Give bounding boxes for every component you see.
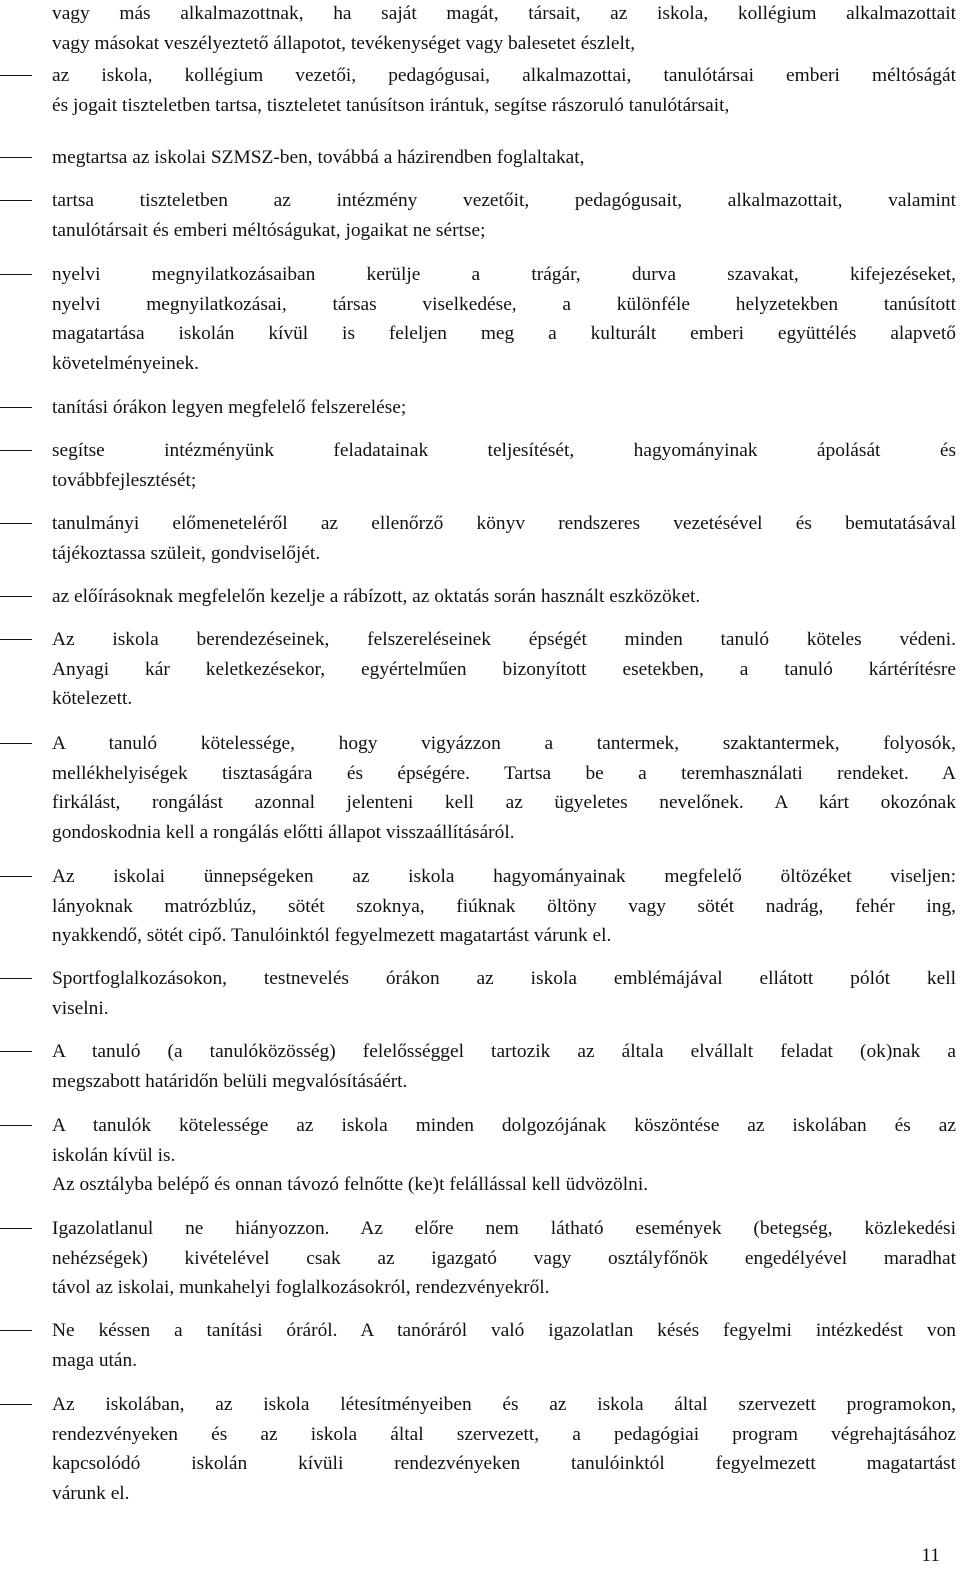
dash-bullet [0, 743, 32, 744]
dash-bullet [0, 200, 32, 201]
dash-bullet [0, 639, 32, 640]
dash-bullet [0, 1404, 32, 1405]
text-line: és jogait tiszteletben tartsa, tiszteletet tanúsítson irántuk, segítse rászoruló tanulótársait, [52, 94, 730, 116]
dash-bullet [0, 157, 32, 158]
text-line: nehézségek) kivételével csak az igazgató vagy osztályfőnök engedélyével maradhat [52, 1247, 956, 1269]
list-item [52, 964, 956, 1023]
text-line: követelményeinek. [52, 352, 199, 374]
list-item [52, 1390, 956, 1508]
text-line: tájékoztassa szüleit, gondviselőjét. [52, 542, 321, 564]
page-number: 11 [921, 1545, 940, 1566]
dash-bullet [0, 1051, 32, 1052]
dash-bullet [0, 876, 32, 877]
dash-bullet [0, 596, 32, 597]
text-line: magatartása iskolán kívül is feleljen meg a kulturált emberi együttélés alapvető [52, 323, 956, 344]
dash-bullet [0, 274, 32, 275]
text-line: Ne késsen a tanítási óráról. A tanóráról való igazolatlan késés fegyelmi intézkedést von [52, 1320, 956, 1341]
list-item [52, 260, 956, 378]
text-line: nyelvi megnyilatkozásaiban kerülje a trágár, durva szavakat, kifejezéseket, [52, 264, 956, 285]
text-line: iskolán kívül is. [52, 1144, 176, 1166]
dash-bullet [0, 1330, 32, 1331]
text-line: rendezvényeken és az iskola által szervezett, a pedagógiai program végrehajtásához [52, 1423, 956, 1445]
text-line: várunk el. [52, 1482, 130, 1504]
text-line: tanulótársait és emberi méltóságukat, jogaikat ne sértse; [52, 219, 486, 241]
text-line: kapcsolódó iskolán kívüli rendezvényeken tanulóinktól fegyelmezett magatartást [52, 1453, 956, 1474]
dash-bullet [0, 75, 32, 76]
text-line: nyakkendő, sötét cipő. Tanulóinktól fegyelmezett magatartást várunk el. [52, 925, 612, 946]
list-item [52, 1316, 956, 1375]
text-line: Sportfoglalkozásokon, testnevelés órákon az iskola emblémájával ellátott pólót kell [52, 968, 956, 989]
text-line: vagy másokat veszélyeztető állapotot, tevékenységet vagy balesetet észlelt, [52, 32, 636, 54]
intro-paragraph [52, 0, 956, 58]
text-line: távol az iskolai, munkahelyi foglalkozásokról, rendezvényekről. [52, 1277, 550, 1298]
list-item [52, 186, 956, 245]
dash-bullet [0, 1228, 32, 1229]
list-item [52, 729, 956, 847]
dash-bullet [0, 450, 32, 451]
text-line: az előírásoknak megfelelőn kezelje a rábízott, az oktatás során használt eszközöket. [52, 586, 701, 607]
text-line: Az iskolai ünnepségeken az iskola hagyományainak megfelelő öltözéket viseljen: [52, 866, 956, 887]
text-line: lányoknak matrózblúz, sötét szoknya, fiúknak öltöny vagy sötét nadrág, fehér ing, [52, 895, 956, 917]
text-line: Az iskola berendezéseinek, felszereléseinek épségét minden tanuló köteles védeni. [52, 629, 956, 650]
text-line: tanítási órákon legyen megfelelő felszerelése; [52, 397, 407, 418]
text-line: megtartsa az iskolai SZMSZ-ben, továbbá a házirendben foglaltakat, [52, 147, 585, 168]
dash-bullet [0, 523, 32, 524]
text-line: A tanuló kötelessége, hogy vigyázzon a tantermek, szaktantermek, folyosók, [52, 733, 956, 754]
list-item [52, 862, 956, 951]
text-line: továbbfejlesztését; [52, 469, 197, 491]
text-line: megszabott határidőn belüli megvalósításáért. [52, 1070, 408, 1092]
text-line: segítse intézményünk feladatainak teljesítését, hagyományinak ápolását és [52, 440, 956, 461]
text-line: Anyagi kár keletkezésekor, egyértelműen bizonyított esetekben, a tanuló kártérítésre [52, 658, 956, 680]
text-line: Az osztályba belépő és onnan távozó felnőtte (ke)t felállással kell üdvözölni. [52, 1174, 649, 1195]
text-line: A tanuló (a tanulóközösség) felelősséggel tartozik az általa elvállalt feladat (ok)nak a [52, 1041, 956, 1062]
list-item [52, 625, 956, 714]
list-item [52, 509, 956, 568]
text-line: nyelvi megnyilatkozásai, társas viselkedése, a különféle helyzetekben tanúsított [52, 293, 956, 315]
list-item [52, 393, 956, 423]
text-line: kötelezett. [52, 688, 133, 709]
list-item [52, 1111, 956, 1200]
list-item [52, 1214, 956, 1303]
list-item [52, 1037, 956, 1096]
text-line: mellékhelyiségek tisztaságára és épségére. Tartsa be a teremhasználati rendeket. A [52, 762, 956, 784]
dash-bullet [0, 978, 32, 979]
text-line: firkálást, rongálást azonnal jelenteni kell az ügyeletes nevelőnek. A kárt okozónak [52, 792, 956, 813]
dash-bullet [0, 407, 32, 408]
text-line: Az iskolában, az iskola létesítményeiben és az iskola által szervezett programokon, [52, 1394, 956, 1415]
text-line: tanulmányi előmeneteléről az ellenőrző könyv rendszeres vezetésével és bemutatásával [52, 513, 956, 534]
text-line: tartsa tiszteletben az intézmény vezetőit, pedagógusait, alkalmazottait, valamint [52, 190, 956, 211]
dash-bullet [0, 1125, 32, 1126]
text-line: az iskola, kollégium vezetői, pedagógusai, alkalmazottai, tanulótársai emberi méltóságát [52, 65, 956, 86]
list-item [52, 143, 956, 173]
list-item [52, 61, 956, 120]
text-line: A tanulók kötelessége az iskola minden dolgozójának köszöntése az iskolában és az [52, 1115, 956, 1136]
list-item [52, 582, 956, 612]
text-line: vagy más alkalmazottnak, ha saját magát, társait, az iskola, kollégium alkalmazottait [52, 3, 956, 24]
list-item [52, 436, 956, 495]
text-line: Igazolatlanul ne hiányozzon. Az előre nem látható események (betegség, közlekedési [52, 1218, 956, 1239]
text-line: gondoskodnia kell a rongálás előtti állapot visszaállításáról. [52, 821, 515, 843]
text-line: maga után. [52, 1349, 138, 1371]
text-line: viselni. [52, 997, 109, 1019]
